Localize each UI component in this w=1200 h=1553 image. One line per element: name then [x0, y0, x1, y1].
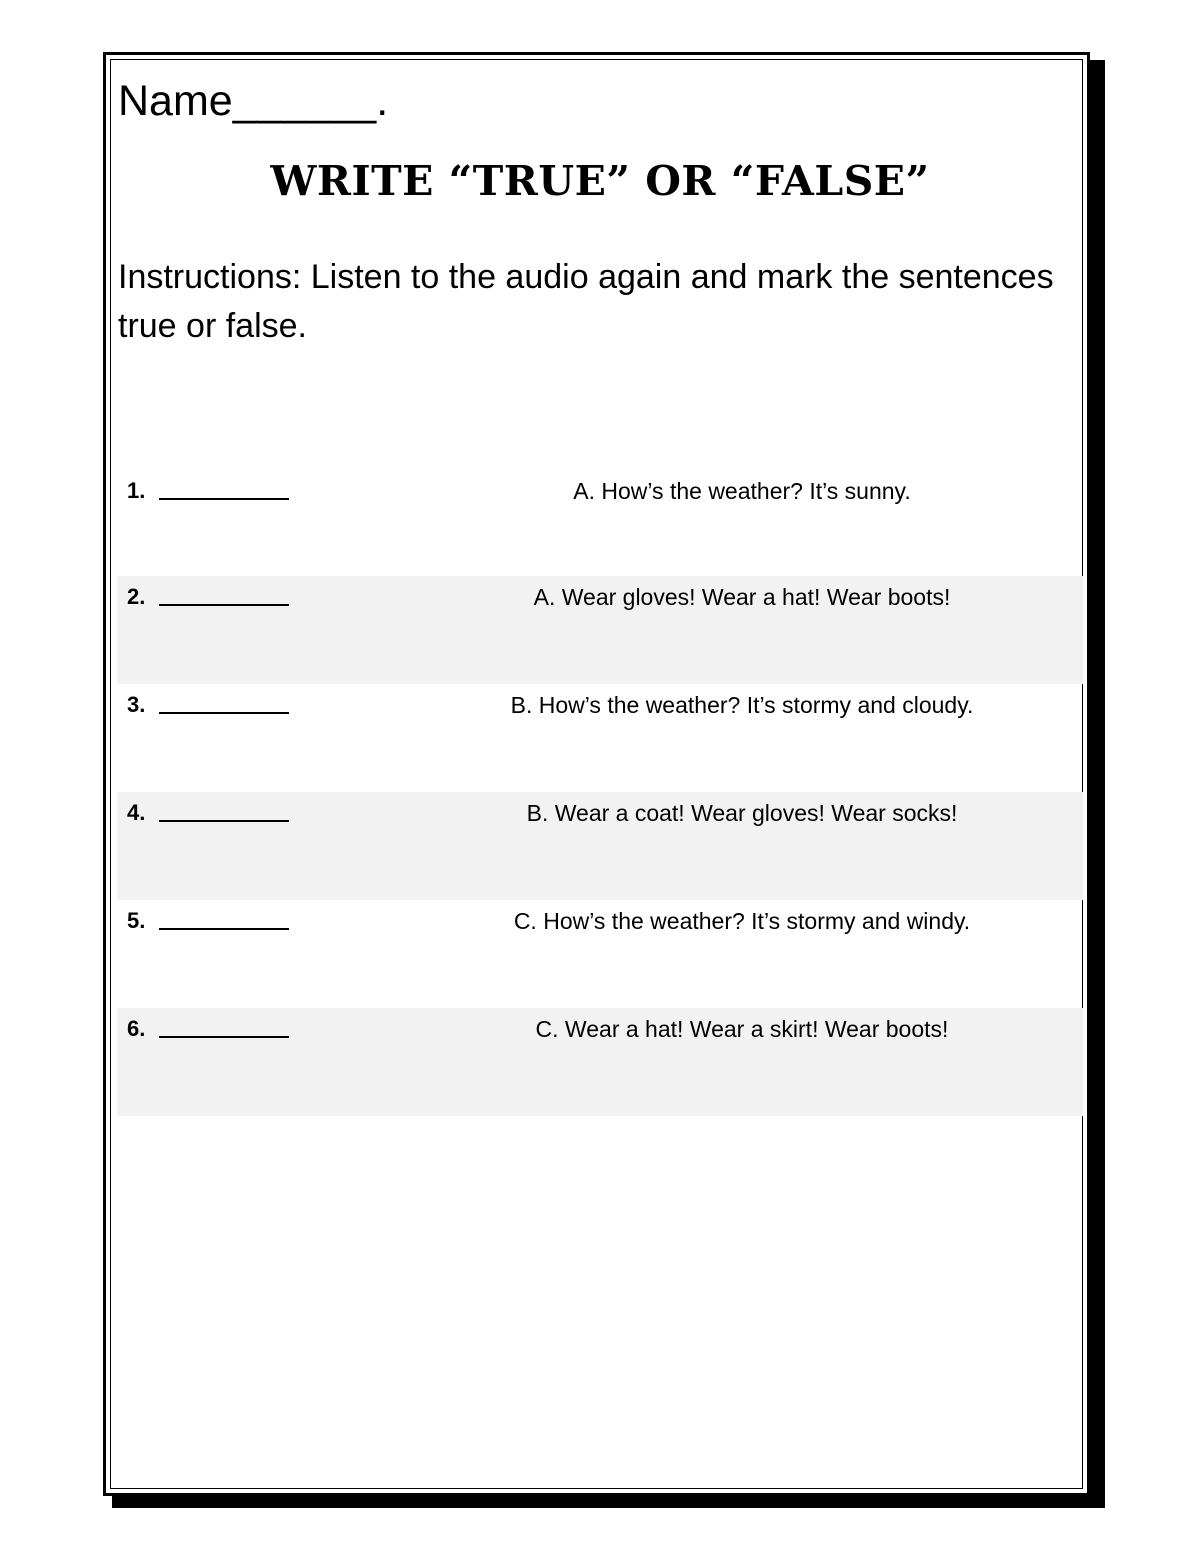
list-item — [117, 1008, 1083, 1116]
item-number: 5. — [127, 908, 146, 933]
answer-blank — [159, 712, 289, 714]
item-number: 3. — [127, 692, 146, 717]
item-sentence: C. How’s the weather? It’s stormy and windy. — [513, 908, 971, 934]
answer-blank — [159, 820, 289, 822]
list-item — [117, 576, 1083, 684]
item-sentence: A. How’s the weather? It’s sunny. — [573, 478, 911, 504]
answer-blank — [159, 1036, 289, 1038]
item-sentence: A. Wear gloves! Wear a hat! Wear boots! — [533, 584, 951, 610]
list-item — [117, 792, 1083, 900]
item-number: 1. — [127, 478, 146, 503]
item-number: 4. — [127, 800, 146, 825]
item-sentence: C. Wear a hat! Wear a skirt! Wear boots! — [535, 1016, 949, 1042]
item-sentence: B. How’s the weather? It’s stormy and cloudy. — [510, 692, 974, 718]
answer-blank — [159, 604, 289, 606]
list-item — [117, 908, 1083, 1016]
answer-blank — [159, 498, 289, 500]
answer-blank — [159, 928, 289, 930]
list-item — [117, 692, 1083, 800]
name-field-label: Name______. — [118, 77, 389, 125]
item-sentence: B. Wear a coat! Wear gloves! Wear socks! — [526, 800, 958, 826]
item-number: 6. — [127, 1016, 146, 1041]
item-number: 2. — [127, 584, 146, 609]
instructions-text: Instructions: Listen to the audio again and mark the sentences true or false. — [118, 258, 1054, 345]
list-item — [117, 478, 1083, 586]
worksheet-title: WRITE “TRUE” OR “FALSE” — [270, 157, 930, 205]
